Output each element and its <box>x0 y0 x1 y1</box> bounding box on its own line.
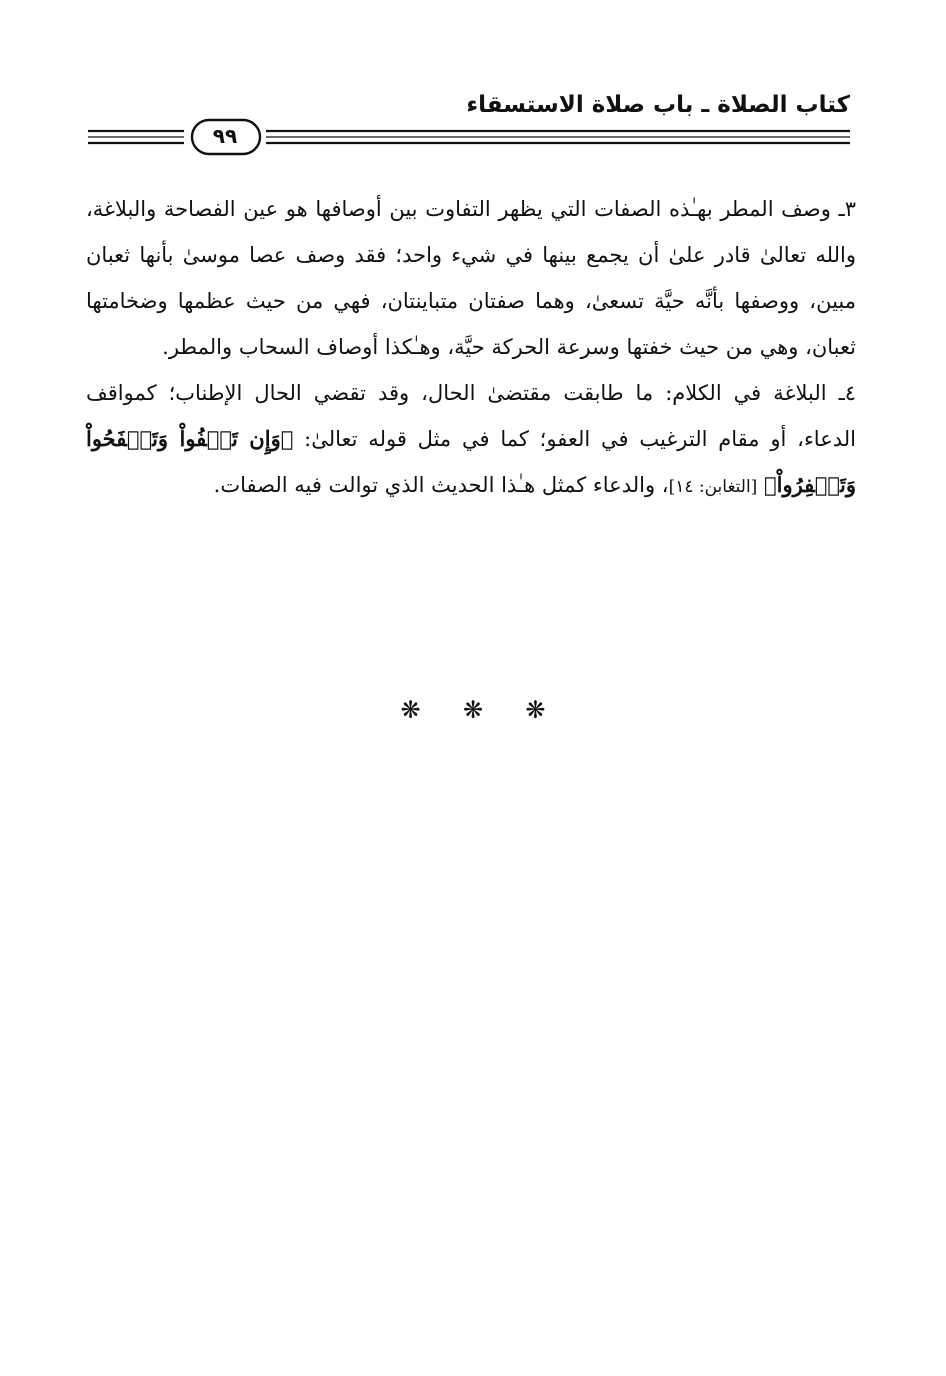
page-number: ٩٩ <box>212 124 238 148</box>
paragraph-4-intro: ٤ـ البلاغة في الكلام: ما طابقت مقتضىٰ الحال، وقد تقضي الحال الإطناب؛ كمواقف الدعاء، أو مقام الترغيب في العفو؛ كما في مثل قوله تعالىٰ: <box>86 381 856 451</box>
numbered-paragraph-3: ٣ـ وصف المطر بهـٰذه الصفات التي يظهر التفاوت بين أوصافها هو عين الفصاحة والبلاغة، والله تعالىٰ قادر علىٰ أن يجمع بينها في شيء واحد؛ فقد وصف عصا موسىٰ بأنها ثعبان مبين، ووصفها بأنَّه حيَّة تسعىٰ، وهما صفتان متباينتان، فهي من حيث عظمها وضخامتها ثعبان، وهي من حيث خفتها وسرعة الحركة حيَّة، وهـٰكذا أوصاف السحاب والمطر. <box>86 197 856 359</box>
asterism-icon: ❋ <box>462 696 484 724</box>
running-header-title: كتاب الصلاة ـ باب صلاة الاستسقاء <box>466 92 850 118</box>
numbered-paragraph-4 <box>86 370 856 510</box>
quran-citation: [التغابن: ١٤] <box>668 477 758 497</box>
asterism-icon: ❋ <box>525 696 546 724</box>
body-text <box>86 186 856 510</box>
asterism-icon: ❋ <box>400 696 421 724</box>
paragraph-4-outro: ، والدعاء كمثل هـٰذا الحديث الذي توالت فيه الصفات. <box>213 473 669 497</box>
section-separator <box>0 696 946 724</box>
quran-quotation: ﴿وَإِن تَعۡفُواْ وَتَصۡفَحُواْ وَتَغۡفِرُواْ﴾ <box>86 426 856 497</box>
